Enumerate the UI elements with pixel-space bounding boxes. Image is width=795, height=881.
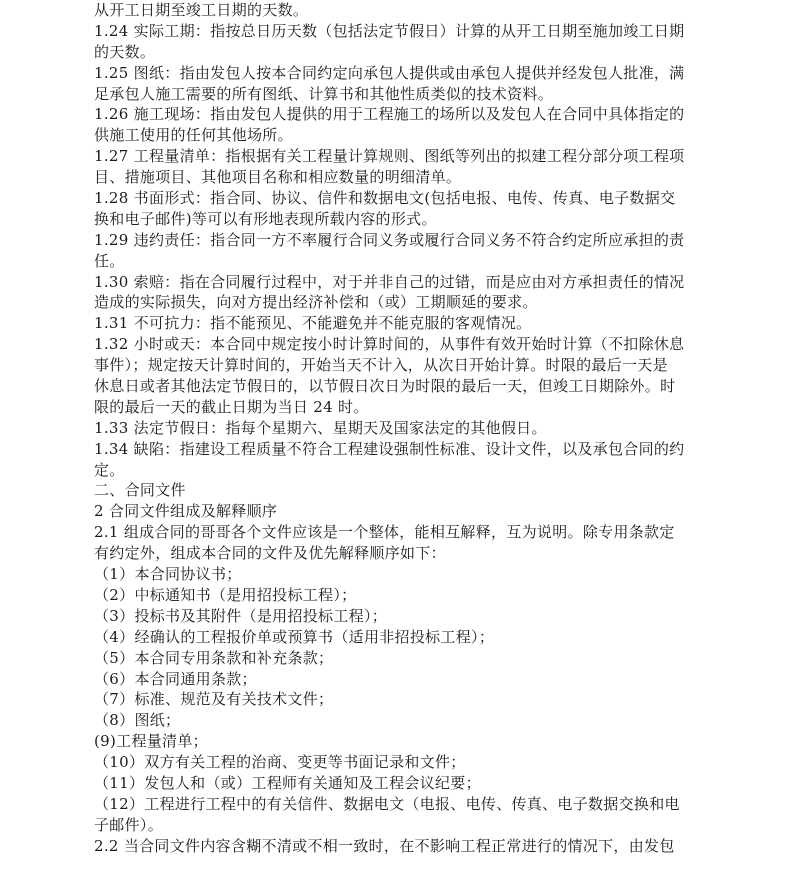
- text-line: 事件）；规定按天计算时间的，开始当天不计入，从次日开始计算。时限的最后一天是: [94, 356, 668, 375]
- text-line: 1.33 法定节假日：指每个星期六、星期天及国家法定的其他假日。: [94, 418, 547, 437]
- text-line: 目、措施项目、其他项目名称和相应数量的明细清单。: [94, 168, 462, 187]
- text-line: （7）标准、规范及有关技术文件；: [94, 690, 334, 709]
- text-line: （10）双方有关工程的治商、变更等书面记录和文件；: [94, 753, 466, 772]
- text-line: （4）经确认的工程报价单或预算书（适用非招投标工程）；: [94, 627, 495, 646]
- text-line: 1.32 小时或天：本合同中规定按小时计算时间的，从事件有效开始时计算（不扣除休息: [94, 335, 685, 354]
- text-line: 二、合同文件: [94, 481, 186, 500]
- text-line: 1.24 实际工期：指按总日历天数（包括法定节假日）计算的从开工日期至施加竣工日期: [94, 21, 685, 40]
- text-line: 定。: [94, 460, 125, 479]
- text-line: 2 合同文件组成及解释顺序: [94, 502, 278, 521]
- text-line: 换和电子邮件)等可以有形地表现所载内容的形式。: [94, 209, 437, 228]
- text-line: （1）本合同协议书；: [94, 565, 242, 584]
- text-line: 供施工使用的任何其他场所。: [94, 126, 293, 145]
- text-line: 1.30 索赔：指在合同履行过程中，对于并非自己的过错，而是应由对方承担责任的情况: [94, 272, 685, 291]
- text-line: 限的最后一天的截止日期为当日 24 时。: [94, 397, 369, 416]
- text-line: 有约定外，组成本合同的文件及优先解释顺序如下：: [94, 544, 446, 563]
- document-page: [94, 0, 709, 857]
- text-line: （11）发包人和（或）工程师有关通知及工程会议纪要；: [94, 773, 481, 792]
- text-line: 1.34 缺陷：指建设工程质量不符合工程建设强制性标准、设计文件，以及承包合同的约: [94, 439, 685, 458]
- text-line: 2.2 当合同文件内容含糊不清或不相一致时，在不影响工程正常进行的情况下，由发包: [94, 836, 675, 855]
- text-line: （12）工程进行工程中的有关信件、数据电文（电报、电传、传真、电子数据交换和电: [94, 794, 680, 813]
- text-line: 任。: [94, 251, 125, 270]
- text-line: （2）中标通知书（是用招投标工程）；: [94, 585, 357, 604]
- text-line: （6）本合同通用条款；: [94, 669, 257, 688]
- text-line: 子邮件）。: [94, 815, 164, 834]
- text-line: （5）本合同专用条款和补充条款；: [94, 648, 334, 667]
- text-line: 足承包人施工需要的所有图纸、计算书和其他性质类似的技术资料。: [94, 84, 554, 103]
- text-line: (9)工程量清单；: [94, 732, 208, 751]
- text-line: 1.27 工程量清单：指根据有关工程量计算规则、图纸等列出的拟建工程分部分项工程项: [94, 147, 685, 166]
- text-line: 1.26 施工现场：指由发包人提供的用于工程施工的场所以及发包人在合同中具体指定的: [94, 105, 685, 124]
- text-line: 2.1 组成合同的哥哥各个文件应该是一个整体，能相互解释，互为说明。除专用条款定: [94, 523, 675, 542]
- text-line: （8）图纸；: [94, 711, 181, 730]
- text-line: 的天数。: [94, 42, 156, 61]
- text-line: 造成的实际损失，向对方提出经济补偿和（或）工期顺延的要求。: [94, 293, 538, 312]
- text-line: 1.29 违约责任：指合同一方不率履行合同义务或履行合同义务不符合约定所应承担的责: [94, 230, 685, 249]
- text-line: 1.28 书面形式：指合同、协议、信件和数据电文(包括电报、电传、传真、电子数据交: [94, 189, 676, 208]
- text-line: 休息日或者其他法定节假日的，以节假日次日为时限的最后一天，但竣工日期除外。时: [94, 377, 676, 396]
- text-line: 1.25 图纸：指由发包人按本合同约定向承包人提供或由承包人提供并经发包人批准，满: [94, 63, 685, 82]
- text-line: （3）投标书及其附件（是用招投标工程）；: [94, 606, 388, 625]
- text-line: 从开工日期至竣工日期的天数。: [94, 1, 309, 19]
- text-line: 1.31 不可抗力：指不能预见、不能避免并不能克服的客观情况。: [94, 314, 532, 333]
